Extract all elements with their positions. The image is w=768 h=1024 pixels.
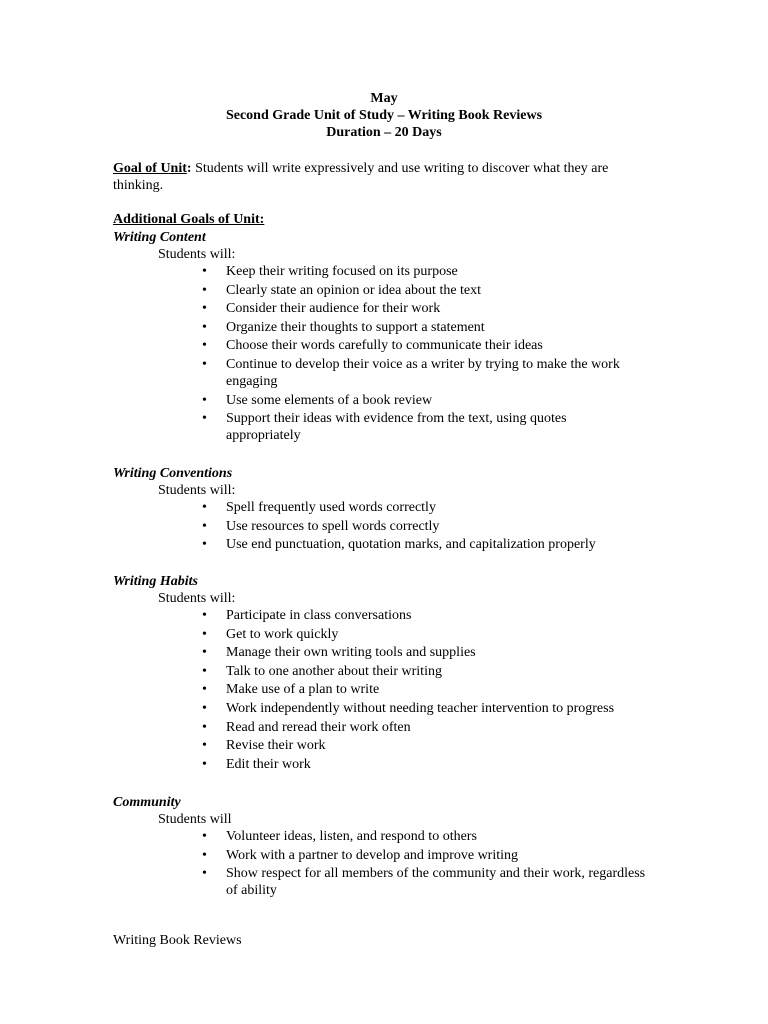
bullet-icon: • <box>202 866 207 882</box>
section-intro: Students will: <box>158 483 236 498</box>
bullet-list <box>113 828 673 899</box>
bullet-icon: • <box>202 719 207 735</box>
section-community <box>113 794 673 901</box>
bullet-icon: • <box>202 500 207 515</box>
bullet-icon: • <box>202 356 207 372</box>
title-block <box>0 90 768 141</box>
list-item: • Use some elements of a book review <box>202 392 433 408</box>
list-item: • Consider their audience for their work <box>202 301 441 317</box>
bullet-icon: • <box>202 264 207 279</box>
bullet-icon: • <box>202 756 207 772</box>
list-item: • Support their ideas with evidence from the text, using quotes appropriately <box>202 411 567 444</box>
bullet-icon: • <box>202 847 207 863</box>
list-item: • Read and reread their work often <box>202 719 411 735</box>
section-writing-content <box>113 229 673 446</box>
list-item: • Choose their words carefully to communicate their ideas <box>202 338 543 354</box>
bullet-icon: • <box>202 282 207 298</box>
section-heading: Writing Content <box>113 230 206 245</box>
list-item: • Show respect for all members of the community and their work, regardless of ability <box>202 866 646 899</box>
section-intro: Students will: <box>158 247 236 262</box>
bullet-icon: • <box>202 392 207 408</box>
bullet-list <box>113 607 673 773</box>
list-item: • Manage their own writing tools and supplies <box>202 645 476 661</box>
additional-goals-heading: Additional Goals of Unit: <box>113 212 265 227</box>
goal-paragraph: Goal of Unit: Students will write expressively and use writing to discover what they are thinking. <box>113 161 609 193</box>
goal-text: Students will write expressively and use writing to discover what they are thinking. <box>113 161 609 193</box>
list-item: • Use resources to spell words correctly <box>202 518 440 534</box>
bullet-icon: • <box>202 682 207 698</box>
section-writing-conventions <box>113 465 673 555</box>
bullet-icon: • <box>202 301 207 317</box>
bullet-icon: • <box>202 645 207 661</box>
month-heading: May <box>370 91 398 106</box>
list-item: • Organize their thoughts to support a statement <box>202 319 485 335</box>
duration-line: Duration – 20 Days <box>326 125 442 140</box>
list-item: • Use end punctuation, quotation marks, and capitalization properly <box>202 537 596 553</box>
list-item: • Make use of a plan to write <box>202 682 380 698</box>
bullet-icon: • <box>202 700 207 716</box>
bullet-list <box>113 263 673 444</box>
goal-label: Goal of Unit <box>113 161 187 176</box>
bullet-icon: • <box>202 829 207 844</box>
section-intro: Students will: <box>158 591 236 606</box>
list-item: • Continue to develop their voice as a writer by trying to make the work engaging <box>202 356 620 389</box>
list-item: • Participate in class conversations <box>202 608 412 623</box>
bullet-icon: • <box>202 537 207 553</box>
list-item: • Volunteer ideas, listen, and respond to others <box>202 829 477 844</box>
list-item: • Work independently without needing teacher intervention to progress <box>202 700 615 716</box>
list-item: • Keep their writing focused on its purpose <box>202 264 458 279</box>
section-writing-habits <box>113 573 673 774</box>
footer-text: Writing Book Reviews <box>113 933 242 948</box>
section-heading: Community <box>113 795 181 810</box>
section-intro: Students will <box>158 812 232 827</box>
bullet-icon: • <box>202 626 207 642</box>
list-item: • Talk to one another about their writing <box>202 663 442 679</box>
list-item: • Clearly state an opinion or idea about the text <box>202 282 482 298</box>
list-item: • Spell frequently used words correctly <box>202 500 436 515</box>
list-item: • Revise their work <box>202 738 326 754</box>
bullet-icon: • <box>202 518 207 534</box>
section-heading: Writing Habits <box>113 574 198 589</box>
bullet-icon: • <box>202 338 207 354</box>
bullet-icon: • <box>202 319 207 335</box>
list-item: • Get to work quickly <box>202 626 339 642</box>
bullet-icon: • <box>202 411 207 427</box>
section-heading: Writing Conventions <box>113 466 233 481</box>
unit-title: Second Grade Unit of Study – Writing Book Reviews <box>225 108 543 123</box>
list-item: • Edit their work <box>202 756 311 772</box>
bullet-icon: • <box>202 608 207 623</box>
bullet-icon: • <box>202 738 207 754</box>
bullet-list <box>113 499 673 553</box>
list-item: • Work with a partner to develop and improve writing <box>202 847 519 863</box>
bullet-icon: • <box>202 663 207 679</box>
